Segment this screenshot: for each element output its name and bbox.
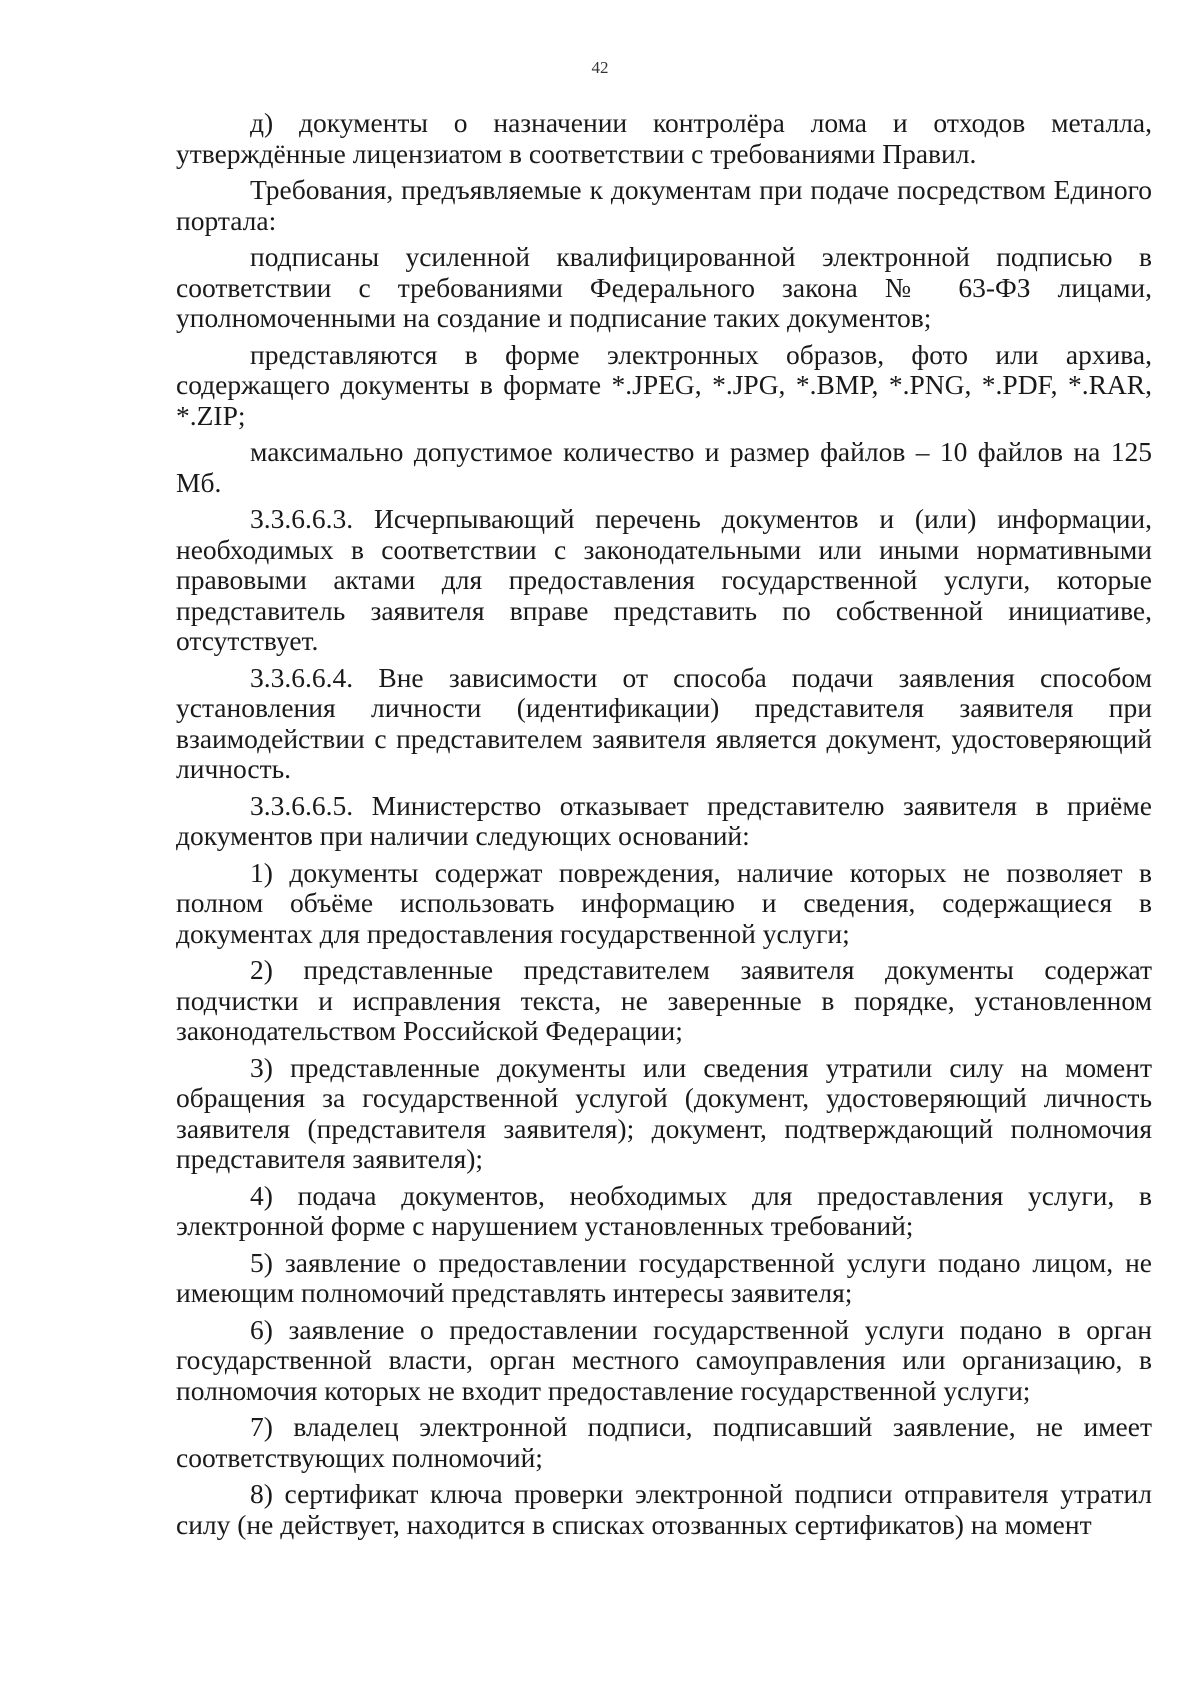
paragraph-section-3-3-6-6-3: 3.3.6.6.3. Исчерпывающий перечень документов и (или) информации, необходимых в соответствии с законодательными или иными нормативными правовыми актами для предоставления государственной услуги, которые представитель заявителя вправе представить по собственной инициативе, отсутствует. (176, 503, 1152, 656)
list-item-5: 5) заявление о предоставлении государственной услуги подано лицом, не имеющим полномочий представлять интересы заявителя; (176, 1246, 1152, 1308)
paragraph-requirements-intro: Требования, предъявляемые к документам при подаче посредством Единого портала: (176, 174, 1152, 236)
list-item-6: 6) заявление о предоставлении государственной услуги подано в орган государственной власти, орган местного самоуправления или организацию, в полномочия которых не входит предоставление государственной услуги; (176, 1313, 1152, 1406)
paragraph-section-3-3-6-6-4: 3.3.6.6.4. Вне зависимости от способа подачи заявления способом установления личности (идентификации) представителя заявителя при взаимодействии с представителем заявителя является документ, удостоверяющий личность. (176, 661, 1152, 784)
list-item-3: 3) представленные документы или сведения утратили силу на момент обращения за государственной услугой (документ, удостоверяющий личность заявителя (представителя заявителя); документ, подтверждающий полномочия представителя заявителя); (176, 1051, 1152, 1174)
paragraph-format-requirement: представляются в форме электронных образов, фото или архива, содержащего документы в формате *.JPEG, *.JPG, *.BMP, *.PNG, *.PDF, *.RAR, *.ZIP; (176, 338, 1152, 431)
paragraph-section-3-3-6-6-5: 3.3.6.6.5. Министерство отказывает представителю заявителя в приёме документов при наличии следующих оснований: (176, 789, 1152, 851)
list-item-2: 2) представленные представителем заявителя документы содержат подчистки и исправления текста, не заверенные в порядке, установленном законодательством Российской Федерации; (176, 954, 1152, 1046)
paragraph-file-limit: максимально допустимое количество и размер файлов – 10 файлов на 125 Мб. (176, 436, 1152, 498)
page-number: 42 (591, 58, 609, 77)
list-item-4: 4) подача документов, необходимых для предоставления услуги, в электронной форме с нарушением установленных требований; (176, 1179, 1152, 1241)
list-item-1: 1) документы содержат повреждения, наличие которых не позволяет в полном объёме использовать информацию и сведения, содержащиеся в документах для предоставления государственной услуги; (176, 856, 1152, 949)
paragraph-signature-requirement: подписаны усиленной квалифицированной электронной подписью в соответствии с требованиями Федерального закона № 63-ФЗ лицами, уполномоченными на создание и подписание таких документов; (176, 241, 1152, 333)
list-item-8: 8) сертификат ключа проверки электронной подписи отправителя утратил силу (не действует, находится в списках отозванных сертификатов) на момент (176, 1478, 1152, 1540)
paragraph-item-d: д) документы о назначении контролёра лома и отходов металла, утверждённые лицензиатом в соответствии с требованиями Правил. (176, 107, 1152, 169)
document-body (176, 108, 1152, 1546)
list-item-7: 7) владелец электронной подписи, подписавший заявление, не имеет соответствующих полномочий; (176, 1411, 1152, 1473)
